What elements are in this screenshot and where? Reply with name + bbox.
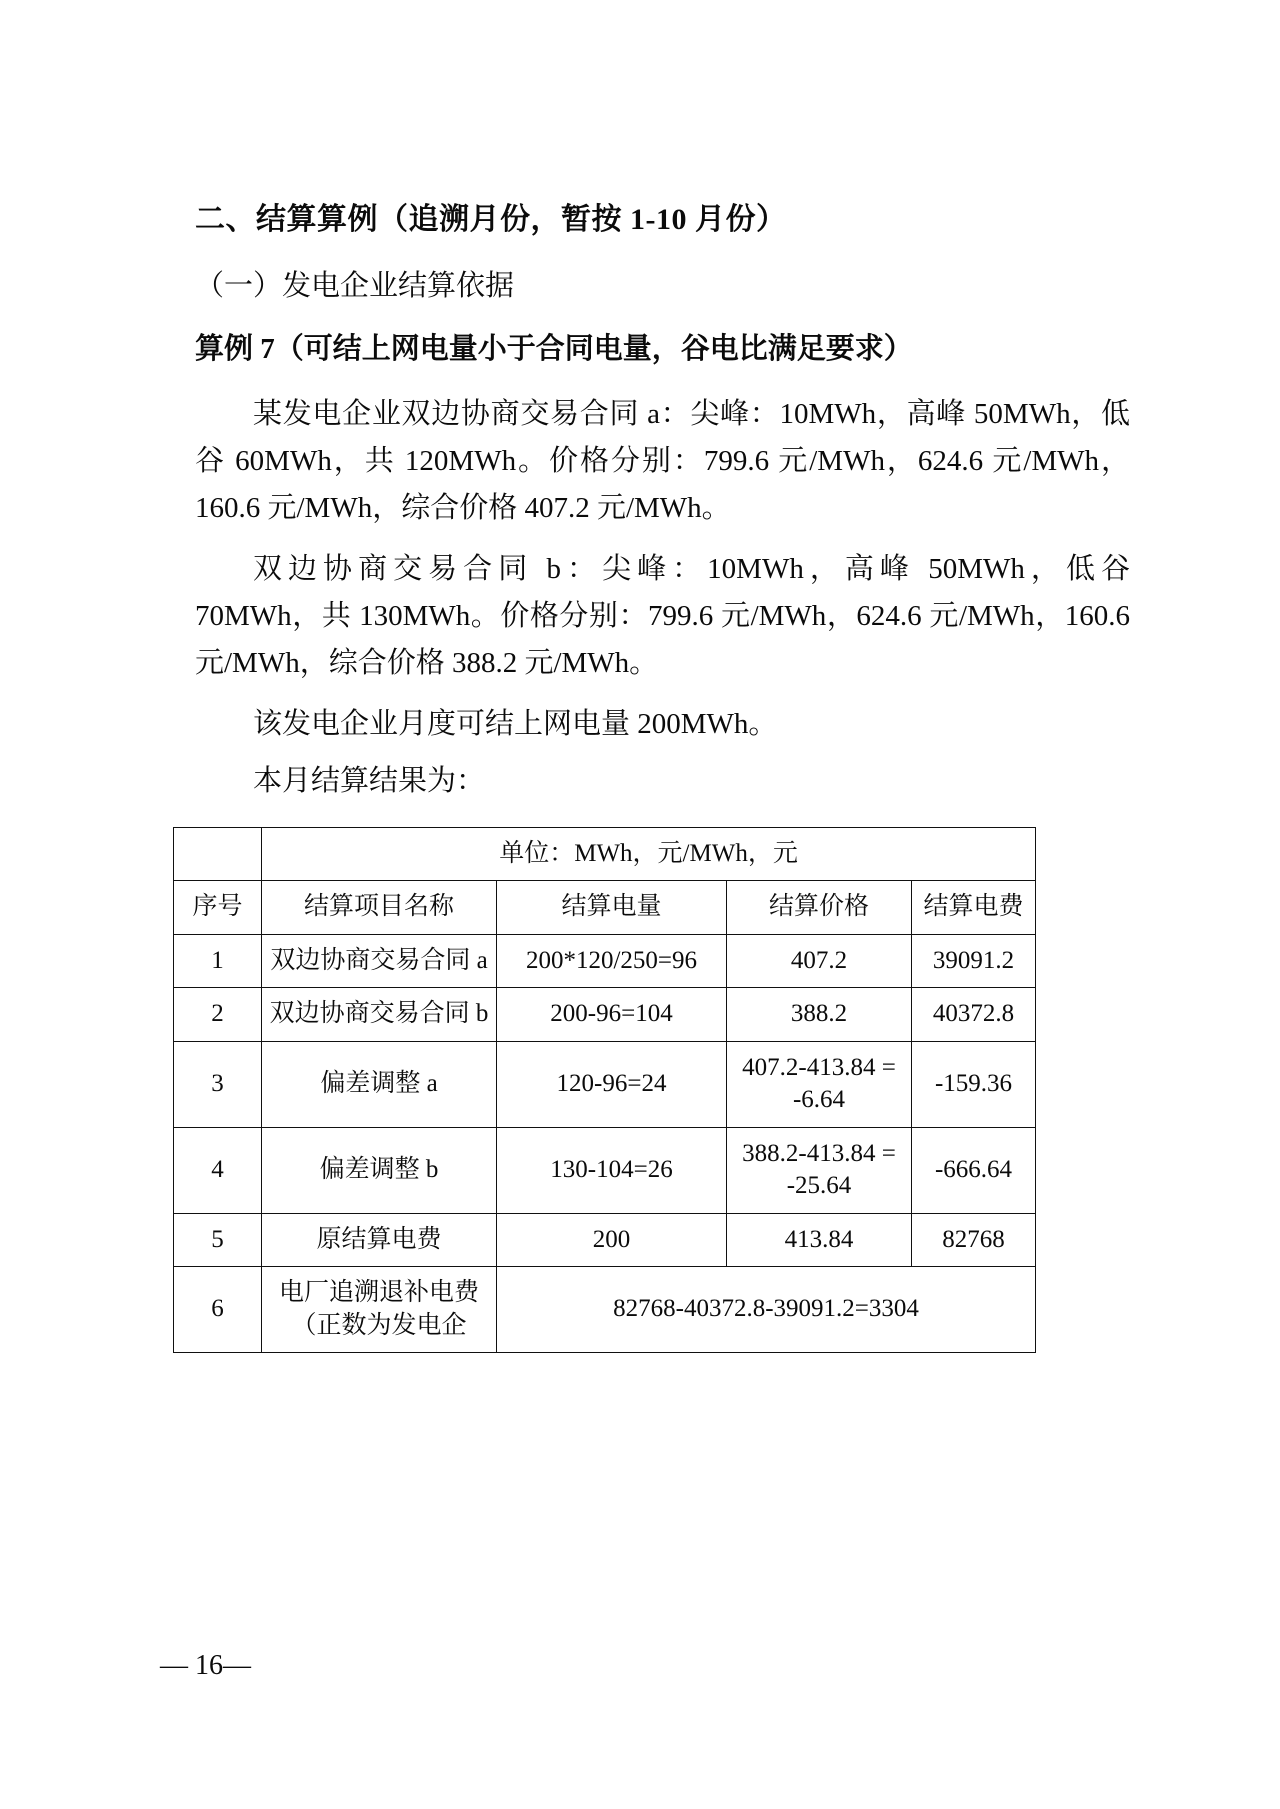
cell-name: 偏差调整 a xyxy=(262,1041,497,1127)
cell-fee: 40372.8 xyxy=(912,988,1036,1042)
cell-price: 413.84 xyxy=(727,1213,912,1267)
cell-no: 6 xyxy=(174,1267,262,1353)
cell-fee: 39091.2 xyxy=(912,934,1036,988)
header-no: 序号 xyxy=(174,881,262,935)
header-price: 结算价格 xyxy=(727,881,912,935)
table-row xyxy=(174,1041,1036,1127)
case-title: 算例 7（可结上网电量小于合同电量，谷电比满足要求） xyxy=(195,332,913,365)
cell-span-value: 82768-40372.8-39091.2=3304 xyxy=(497,1267,1036,1353)
section-subheading: （一）发电企业结算依据 xyxy=(195,269,515,302)
cell-price: 407.2-413.84 = -6.64 xyxy=(727,1041,912,1127)
cell-no: 1 xyxy=(174,934,262,988)
cell-qty: 200 xyxy=(497,1213,727,1267)
unit-blank-cell xyxy=(174,827,262,881)
table-row xyxy=(174,1213,1036,1267)
cell-price: 388.2 xyxy=(727,988,912,1042)
table-row xyxy=(174,1127,1036,1213)
header-name: 结算项目名称 xyxy=(262,881,497,935)
cell-no: 3 xyxy=(174,1041,262,1127)
cell-name: 原结算电费 xyxy=(262,1213,497,1267)
cell-no: 4 xyxy=(174,1127,262,1213)
cell-name: 双边协商交易合同 b xyxy=(262,988,497,1042)
cell-name: 偏差调整 b xyxy=(262,1127,497,1213)
table-header-row xyxy=(174,881,1036,935)
header-fee: 结算电费 xyxy=(912,881,1036,935)
header-qty: 结算电量 xyxy=(497,881,727,935)
table-row xyxy=(174,934,1036,988)
cell-fee: -666.64 xyxy=(912,1127,1036,1213)
cell-name: 双边协商交易合同 a xyxy=(262,934,497,988)
table-row-unit xyxy=(174,827,1036,881)
page-number: — 16— xyxy=(160,1650,251,1681)
cell-qty: 130-104=26 xyxy=(497,1127,727,1213)
table-row xyxy=(174,988,1036,1042)
page-heading: 二、结算算例（追溯月份，暂按 1-10 月份） xyxy=(195,203,787,236)
cell-price: 388.2-413.84 = -25.64 xyxy=(727,1127,912,1213)
table-row-last xyxy=(174,1267,1036,1353)
cell-fee: 82768 xyxy=(912,1213,1036,1267)
cell-price: 407.2 xyxy=(727,934,912,988)
cell-qty: 200-96=104 xyxy=(497,988,727,1042)
paragraph-contract-b: 双边协商交易合同 b：尖峰：10MWh，高峰 50MWh，低谷 70MWh，共 130MWh。价格分别：799.6 元/MWh，624.6 元/MWh，160.6 元/MWh，综合价格 388.2 元/MWh。 xyxy=(195,552,1130,679)
settlement-table xyxy=(173,827,1036,1354)
paragraph-result-intro: 本月结算结果为： xyxy=(253,764,486,797)
cell-qty: 200*120/250=96 xyxy=(497,934,727,988)
unit-note-cell: 单位：MWh，元/MWh，元 xyxy=(262,827,1036,881)
cell-fee: -159.36 xyxy=(912,1041,1036,1127)
paragraph-available-energy: 该发电企业月度可结上网电量 200MWh。 xyxy=(253,707,778,740)
cell-no: 5 xyxy=(174,1213,262,1267)
cell-no: 2 xyxy=(174,988,262,1042)
paragraph-contract-a: 某发电企业双边协商交易合同 a：尖峰：10MWh，高峰 50MWh，低谷 60MWh，共 120MWh。价格分别：799.6 元/MWh，624.6 元/MWh，160.6 元/MWh，综合价格 407.2 元/MWh。 xyxy=(195,397,1130,524)
cell-name: 电厂追溯退补电费（正数为发电企 xyxy=(262,1267,497,1353)
cell-qty: 120-96=24 xyxy=(497,1041,727,1127)
